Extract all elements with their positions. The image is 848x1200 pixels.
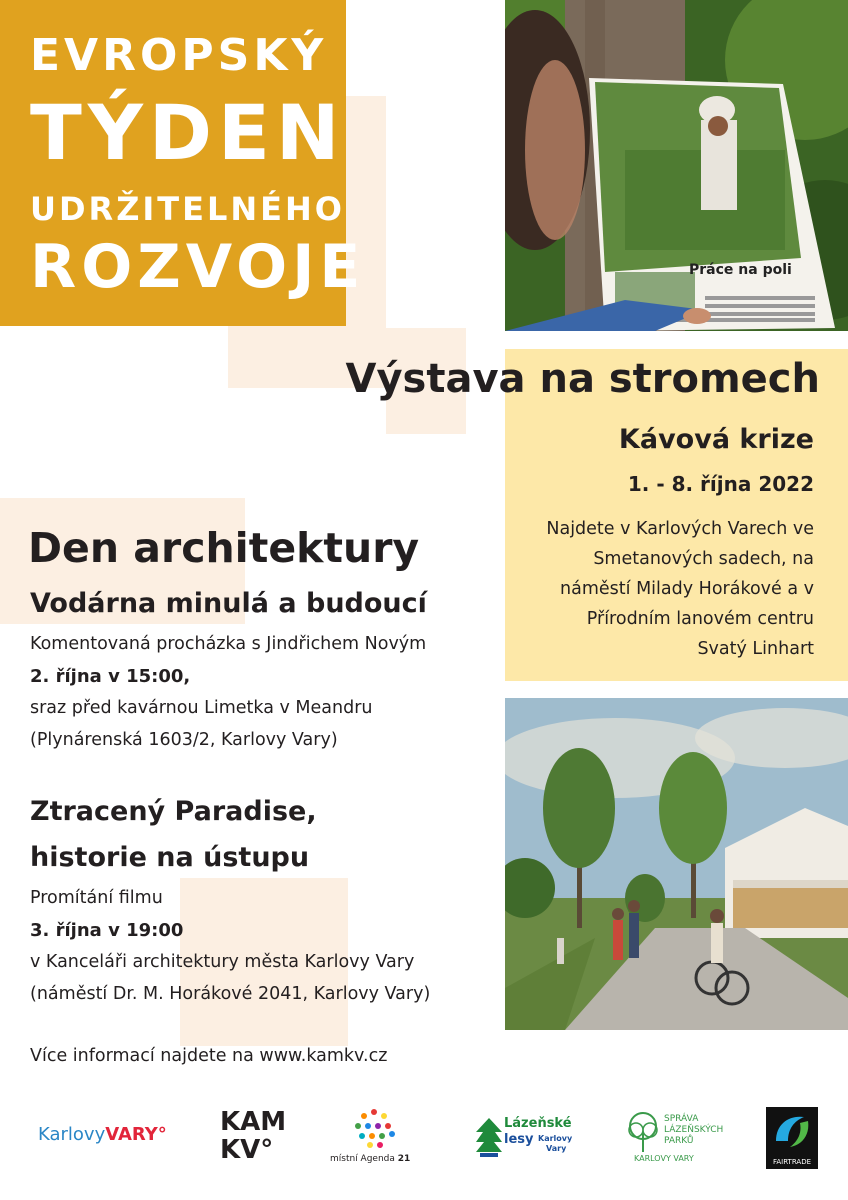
- exhibition-photo: [505, 0, 848, 331]
- event2-title-2: historie na ústupu: [30, 842, 310, 873]
- architecture-rendering-illustration: [505, 698, 848, 1030]
- sprava-text-4: KARLOVY VARY: [634, 1154, 694, 1163]
- title-block: [0, 0, 366, 326]
- karlovy-vary-logo: [38, 1124, 167, 1145]
- lazenske-lesy-text-4: Vary: [546, 1144, 567, 1153]
- event1-place-2: (Plynárenská 1603/2, Karlovy Vary): [30, 730, 338, 750]
- fairtrade-mark-icon: [766, 1107, 818, 1153]
- architecture-heading: Den architektury: [28, 524, 420, 572]
- agenda21-dots-icon: [344, 1106, 404, 1150]
- title-line-3: UDRŽITELNÉHO: [30, 190, 345, 228]
- kamkv-logo-line-2: KV°: [220, 1135, 274, 1165]
- park-tree-icon: [626, 1112, 660, 1154]
- event1-title: Vodárna minulá a budoucí: [30, 588, 427, 619]
- event1-description: Komentovaná procházka s Jindřichem Novým: [30, 634, 427, 654]
- karlovy-vary-logo-word-bold: VARY°: [105, 1124, 167, 1145]
- more-info-text: Více informací najdete na www.kamkv.cz: [30, 1046, 388, 1066]
- agenda21-label-number: 21: [397, 1154, 411, 1164]
- event2-place-2: (náměstí Dr. M. Horákové 2041, Karlovy Vary): [30, 984, 431, 1004]
- title-line-1: EVROPSKÝ: [30, 30, 328, 81]
- fairtrade-label: FAIRTRADE: [772, 1158, 812, 1166]
- exhibition-description: [546, 514, 814, 664]
- fairtrade-logo: [766, 1107, 818, 1169]
- kamkv-logo-line-1: KAM: [220, 1107, 287, 1137]
- event2-place-1: v Kanceláři architektury města Karlovy Vary: [30, 952, 415, 972]
- architecture-photo: [505, 698, 848, 1030]
- event2-title-1: Ztracený Paradise,: [30, 796, 317, 827]
- exhibition-heading: Výstava na stromech: [345, 356, 820, 402]
- tree-poster-illustration: [505, 0, 848, 331]
- kamkv-logo: [220, 1108, 286, 1164]
- lazenske-lesy-text-2: lesy: [504, 1132, 534, 1147]
- title-line-4: ROZVOJE: [30, 232, 366, 302]
- exhibition-desc-line: Smetanových sadech, na: [593, 549, 814, 569]
- sprava-parku-logo: [626, 1110, 736, 1166]
- sprava-text-1: SPRÁVA: [664, 1114, 699, 1124]
- sprava-text-2: LÁZEŇSKÝCH: [664, 1125, 724, 1135]
- exhibition-subtitle: Kávová krize: [618, 424, 814, 455]
- exhibition-desc-line: náměstí Milady Horákové a v: [560, 579, 814, 599]
- event2-when: 3. října v 19:00: [30, 920, 184, 941]
- exhibition-date: 1. - 8. října 2022: [627, 472, 814, 496]
- exhibition-desc-line: Svatý Linhart: [697, 639, 814, 659]
- agenda21-label: [330, 1154, 416, 1164]
- title-line-2: TÝDEN: [30, 88, 346, 177]
- agenda21-logo: [330, 1106, 416, 1164]
- agenda21-label-text: místní Agenda: [330, 1154, 398, 1164]
- poster-sign-heading: Práce na poli: [689, 262, 792, 278]
- sprava-text-3: PARKŮ: [664, 1136, 694, 1146]
- karlovy-vary-logo-word: Karlovy: [38, 1124, 106, 1145]
- exhibition-desc-line: Přírodním lanovém centru: [586, 609, 814, 629]
- lazenske-lesy-logo: [476, 1116, 586, 1162]
- tree-icon: [476, 1118, 502, 1158]
- event2-description: Promítání filmu: [30, 888, 163, 908]
- event1-when: 2. října v 15:00,: [30, 666, 191, 687]
- lazenske-lesy-text-3: Karlovy: [538, 1134, 573, 1143]
- exhibition-desc-line: Najdete v Karlových Varech ve: [546, 519, 814, 539]
- event1-place-1: sraz před kavárnou Limetka v Meandru: [30, 698, 373, 718]
- lazenske-lesy-text-1: Lázeňské: [504, 1116, 572, 1131]
